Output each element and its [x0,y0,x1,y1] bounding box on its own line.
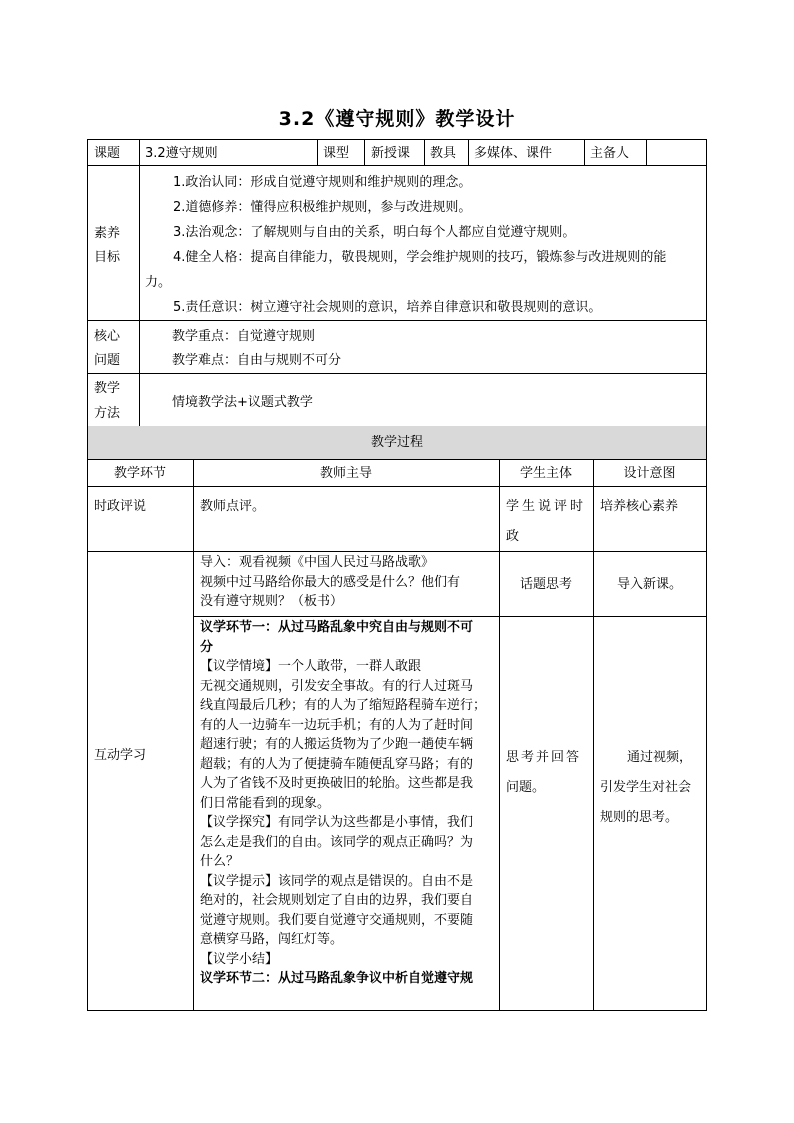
row2-intent-3: 规则的思考。 [600,810,679,825]
body-line-3: 线直闯最后几秒；有的人为了缩短路程骑车逆行； [200,698,487,713]
literacy-item-4: 4.健全人格：提高自律能力，敬畏规则，学会维护规则的技巧，锻炼参与改进规则的能 [173,250,667,265]
row2-intent-2: 引发学生对社会 [600,780,692,795]
intro-line-3: 没有遵守规则？（板书） [200,594,344,609]
method-label-1: 教学 [94,381,121,396]
body-line-13: 绝对的，社会规则划定了自由的边界，我们要自 [200,893,474,908]
row1-teacher: 教师点评。 [200,499,266,514]
tools-value: 多媒体、课件 [474,146,553,161]
course-label: 课题 [94,146,121,161]
row2-body [200,618,496,989]
col-stage: 教学环节 [113,466,166,481]
body-line-8: 们日常能看到的现象。 [200,795,331,811]
body-line-14: 觉遵守规则。我们要自觉遵守交通规则，不要随 [200,912,474,928]
row2-student-2: 问题。 [506,780,546,795]
tools-label: 教具 [430,146,457,161]
difficulty: 教学难点：自由与规则不可分 [172,353,342,368]
type-value: 新授课 [371,146,411,161]
body-line-1: 【议学情境】一个人敢带，一群人敢跟 [200,659,422,674]
literacy-label-1: 素养 [94,226,121,241]
intro-student: 话题思考 [519,577,572,592]
literacy-label-2: 目标 [94,250,121,265]
section2-title: 议学环节二：从过马路乱象争议中析自觉遵守规 [200,971,474,986]
core-label-2: 问题 [94,353,121,368]
row1-student-2: 政 [506,529,520,544]
col-teacher: 教师主导 [319,466,372,481]
section1-title-2: 分 [200,639,214,655]
body-line-2: 无视交通规则，引发安全事故。有的行人过斑马 [200,678,474,694]
row2-intent-1: 通过视频， [627,750,693,765]
page-title: 3.2《遵守规则》教学设计 [278,108,516,130]
method-label-2: 方法 [94,406,121,421]
row2-intro [200,553,496,612]
literacy-goals [145,170,705,320]
method-value: 情境教学法+议题式教学 [172,395,313,410]
body-line-6: 超载；有的人为了便捷骑车随便乱穿马路；有的 [200,756,474,772]
body-line-5: 超速行驶；有的人搬运货物为了少跑一趟使车辆 [200,737,474,752]
course-value: 3.2遵守规则 [145,146,218,161]
literacy-item-4-cont: 力。 [145,275,172,290]
row1-stage: 时政评说 [94,499,147,514]
literacy-item-3: 3.法治观念：了解规则与自由的关系，明白每个人都应自觉遵守规则。 [173,225,576,240]
section1-title-1: 议学环节一：从过马路乱象中究自由与规则不可 [200,620,474,635]
row2-student-1: 思考并回答 [506,750,582,765]
literacy-item-5: 5.责任意识：树立遵守社会规则的意识，培养自律意识和敬畏规则的意识。 [173,300,602,315]
body-line-11: 什么？ [200,854,240,869]
row1-student-1: 学生说评时 [506,499,587,514]
intro-line-2: 视频中过马路给你最大的感受是什么？他们有 [200,574,461,590]
body-line-9: 【议学探究】有同学认为这些都是小事情，我们 [200,815,474,830]
core-label-1: 核心 [94,329,121,344]
body-line-10: 怎么走是我们的自由。该同学的观点正确吗？为 [200,834,474,850]
body-line-16: 【议学小结】 [200,951,279,967]
key-point: 教学重点：自觉遵守规则 [172,329,316,344]
row2-stage: 互动学习 [94,748,147,763]
body-line-4: 有的人一边骑车一边玩手机；有的人为了赶时间 [200,717,474,733]
literacy-item-1: 1.政治认同：形成自觉遵守规则和维护规则的理念。 [173,175,472,190]
process-banner: 教学过程 [370,435,423,450]
intro-line-1: 导入：观看视频《中国人民过马路战歌》 [200,555,435,570]
body-line-12: 【议学提示】该同学的观点是错误的。自由不是 [200,873,474,889]
preparer-label: 主备人 [590,146,630,161]
col-student: 学生主体 [519,466,572,481]
literacy-item-2: 2.道德修养：懂得应积极维护规则，参与改进规则。 [173,200,472,215]
body-line-7: 人为了省钱不及时更换破旧的轮胎。这些都是我 [200,776,474,791]
row1-intent: 培养核心素养 [600,499,679,514]
intro-intent: 导入新课。 [616,577,682,592]
type-label: 课型 [323,146,350,161]
col-intent: 设计意图 [623,466,676,481]
body-line-15: 意横穿马路，闯红灯等。 [200,932,344,947]
